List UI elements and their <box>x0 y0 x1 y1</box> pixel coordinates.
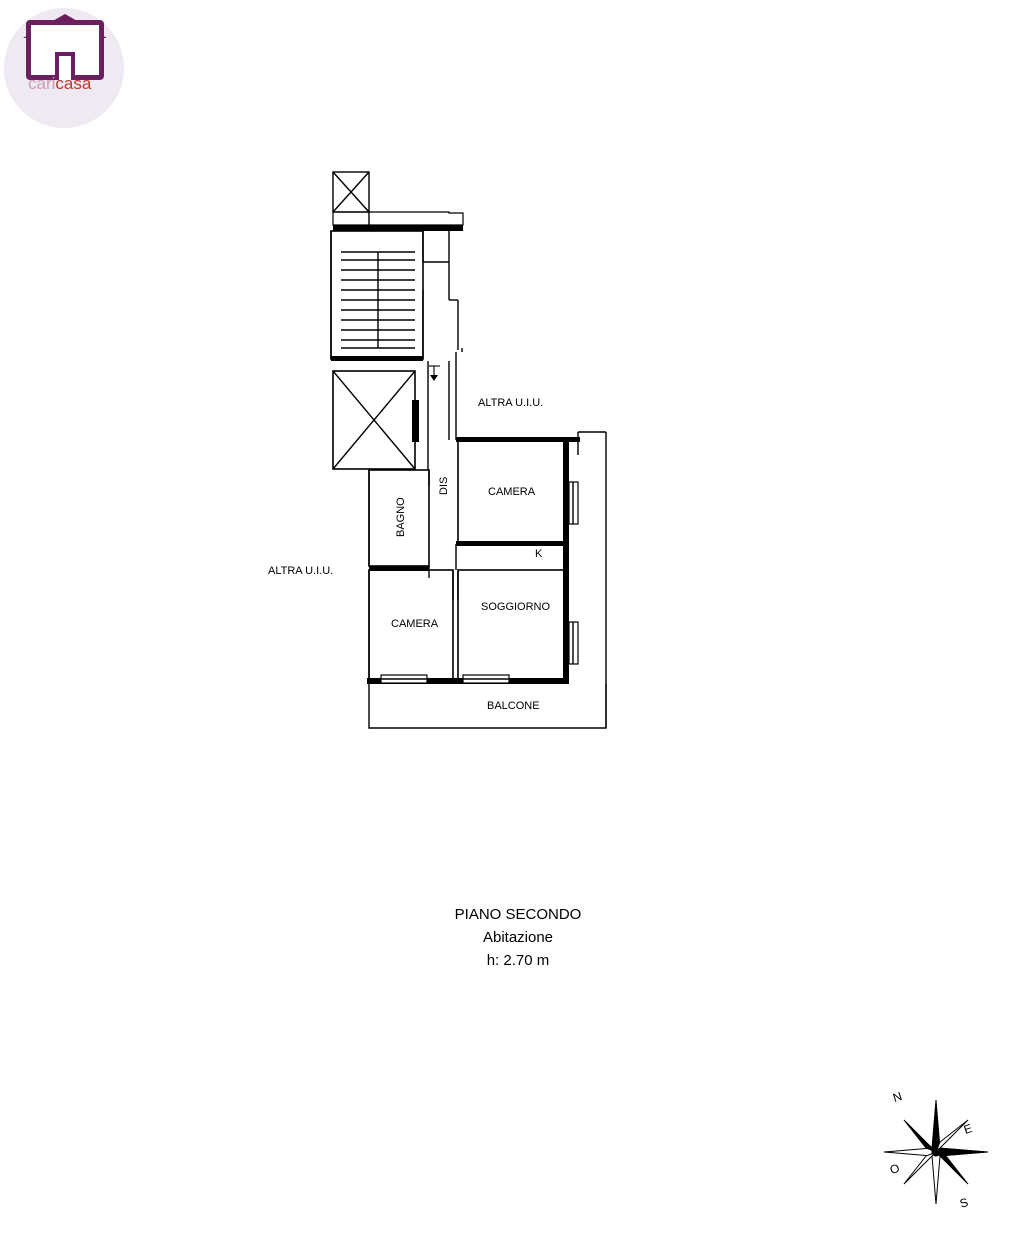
room-label-bagno: BAGNO <box>395 497 407 537</box>
plan-height-note: h: 2.70 m <box>486 952 550 969</box>
room-label-soggiorno: SOGGIORNO <box>481 601 551 613</box>
compass-label-south: S <box>958 1195 970 1211</box>
plan-subtitle: Abitazione <box>482 929 554 946</box>
compass-rose <box>876 1089 996 1212</box>
compass-label-east: E <box>962 1121 974 1137</box>
caricasa-logo <box>0 0 136 136</box>
room-label-kitchen: K <box>535 548 543 560</box>
compass-rose-icon <box>876 1092 996 1212</box>
logo-wordmark-part1: cari <box>28 74 56 93</box>
compass-label-west: O <box>888 1160 902 1178</box>
room-label-balcone: BALCONE <box>487 700 540 712</box>
plan-caption <box>0 903 1036 972</box>
compass-label-north: N <box>891 1089 904 1105</box>
room-label-altra-uiu-left: ALTRA U.I.U. <box>268 565 334 577</box>
room-label-altra-uiu-top: ALTRA U.I.U. <box>478 397 544 409</box>
plan-title: PIANO SECONDO <box>454 906 582 923</box>
logo-wordmark-part2: casa <box>55 74 92 93</box>
room-label-camera-bottom: CAMERA <box>391 618 439 630</box>
room-label-dis: DIS <box>438 476 450 495</box>
room-label-camera-top: CAMERA <box>488 486 536 498</box>
logo-wordmark <box>28 74 91 94</box>
